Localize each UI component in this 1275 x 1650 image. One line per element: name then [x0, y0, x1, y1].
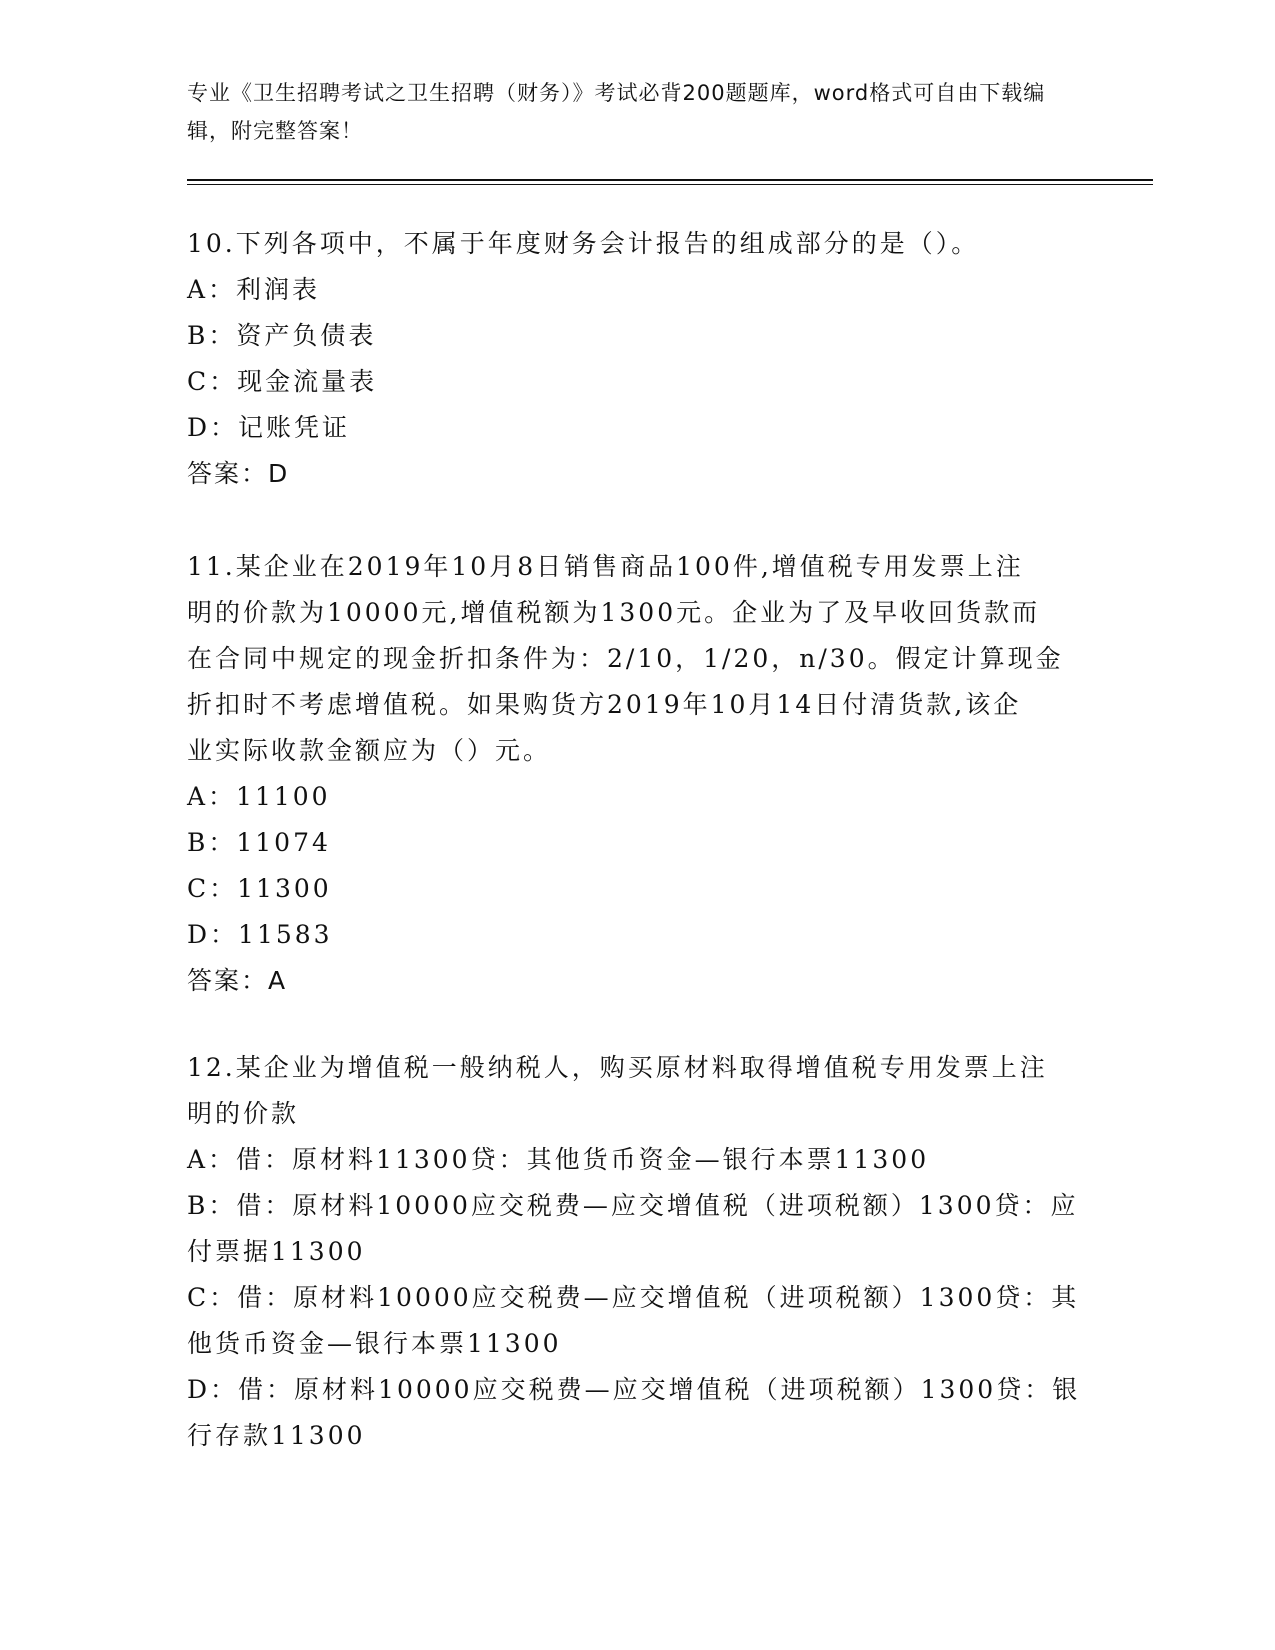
option-d: D：借：原材料10000应交税费—应交增值税（进项税额）1300贷：银: [187, 1375, 1081, 1404]
question-stem-line: 明的价款: [187, 1099, 300, 1128]
option-b-continued: 付票据11300: [187, 1237, 366, 1266]
option-a: A：11100: [187, 782, 331, 811]
question-12: [187, 1045, 1087, 1459]
answer-label: 答案：D: [187, 459, 290, 488]
option-d-continued: 行存款11300: [187, 1421, 366, 1450]
document-header: [187, 74, 1067, 150]
question-stem-line: 12.某企业为增值税一般纳税人，购买原材料取得增值税专用发票上注: [187, 1053, 1048, 1082]
question-stem-line: 折扣时不考虑增值税。如果购货方2019年10月14日付清货款,该企: [187, 690, 1022, 719]
header-divider-thick: [187, 179, 1153, 181]
question-11: [187, 544, 1087, 1004]
option-c: C：现金流量表: [187, 367, 378, 396]
option-c: C：借：原材料10000应交税费—应交增值税（进项税额）1300贷：其: [187, 1283, 1080, 1312]
option-c: C：11300: [187, 874, 332, 903]
option-b: B：11074: [187, 828, 331, 857]
question-10: [187, 221, 1087, 497]
option-a: A：借：原材料11300贷：其他货币资金—银行本票11300: [187, 1145, 930, 1174]
option-c-continued: 他货币资金—银行本票11300: [187, 1329, 562, 1358]
question-stem-line: 11.某企业在2019年10月8日销售商品100件,增值税专用发票上注: [187, 552, 1024, 581]
header-intro-text: 专业《卫生招聘考试之卫生招聘（财务）》考试必背200题题库，word格式可自由下载编辑，附完整答案！: [187, 81, 1046, 143]
question-stem-line: 在合同中规定的现金折扣条件为：2/10，1/20，n/30。假定计算现金: [187, 644, 1064, 673]
option-d: D：记账凭证: [187, 413, 351, 442]
option-a: A：利润表: [187, 275, 321, 304]
option-d: D：11583: [187, 920, 333, 949]
question-stem-line: 明的价款为10000元,增值税额为1300元。企业为了及早收回货款而: [187, 598, 1041, 627]
header-divider-thin: [187, 184, 1153, 185]
option-b: B：借：原材料10000应交税费—应交增值税（进项税额）1300贷：应: [187, 1191, 1079, 1220]
answer-label: 答案：A: [187, 966, 288, 995]
question-stem: 10.下列各项中，不属于年度财务会计报告的组成部分的是（）。: [187, 229, 980, 258]
question-stem-line: 业实际收款金额应为（）元。: [187, 736, 552, 765]
option-b: B：资产负债表: [187, 321, 377, 350]
